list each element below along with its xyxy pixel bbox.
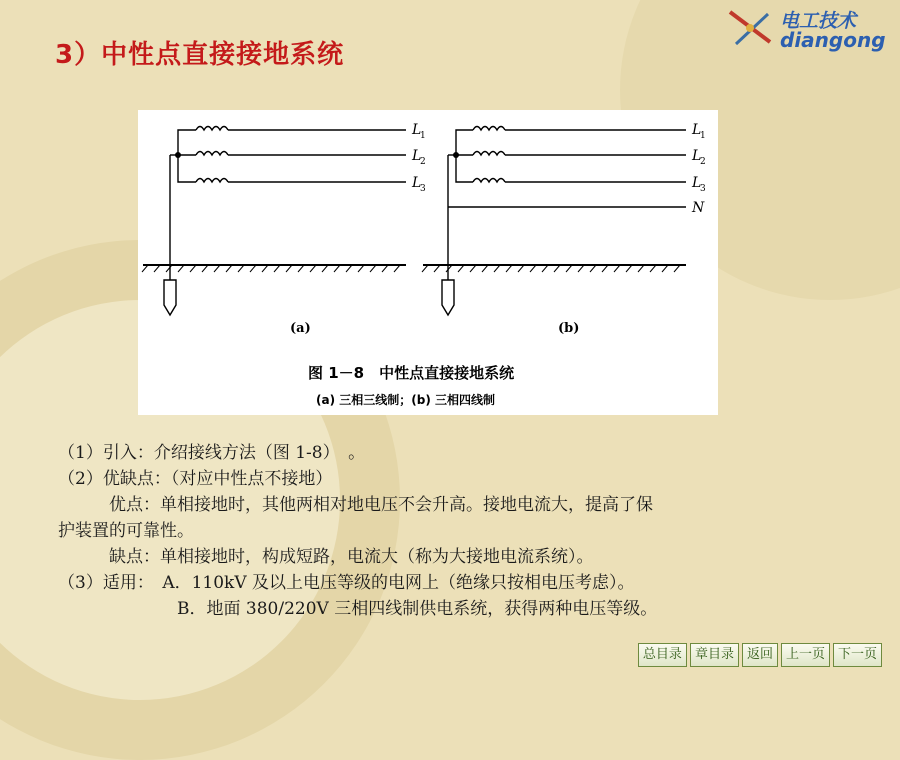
text-line-pros-cont: 护装置的可靠性。	[58, 521, 194, 541]
prev-page-button[interactable]: 上一页	[781, 643, 830, 667]
label-l3-a: L	[412, 175, 422, 191]
label-l1-a: L	[412, 122, 422, 138]
logo-text-cn: 电工技术	[780, 10, 857, 32]
figure-label-b: (b)	[558, 321, 580, 336]
circuit-figure	[138, 110, 718, 415]
label-l2-a: L	[412, 148, 422, 164]
svg-text:1: 1	[420, 131, 426, 141]
label-l3-b: L	[692, 175, 702, 191]
back-button[interactable]: 返回	[742, 643, 778, 667]
ground-hatch-a	[142, 265, 400, 272]
figure-subcaption: (a) 三相三线制；(b) 三相四线制	[316, 393, 495, 407]
label-l1-b: L	[692, 122, 702, 138]
text-line-apply-a: （3）适用： A．110kV 及以上电压等级的电网上（绝缘只按相电压考虑）。	[58, 573, 635, 593]
body-text	[58, 440, 858, 622]
text-line-pros: 优点：单相接地时，其他两相对地电压不会升高。接地电流大，提高了保	[58, 495, 653, 515]
label-n-b: N	[692, 200, 705, 216]
text-line-pros-cons: （2）优缺点：（对应中性点不接地）	[58, 469, 333, 489]
text-line-apply-b: B．地面 380/220V 三相四线制供电系统，获得两种电压等级。	[58, 599, 658, 619]
diagram-b	[423, 127, 686, 316]
navigation-bar	[638, 643, 882, 667]
logo	[722, 4, 892, 52]
svg-text:2: 2	[700, 157, 706, 167]
text-line-intro: （1）引入：介绍接线方法（图 1-8） 。	[58, 443, 366, 463]
next-page-button[interactable]: 下一页	[833, 643, 882, 667]
svg-text:3: 3	[420, 184, 426, 194]
figure-caption: 图 1－8 中性点直接接地系统	[308, 364, 515, 382]
circuit-diagram	[138, 110, 718, 415]
tools-icon	[722, 4, 782, 52]
logo-text-en: diangong	[780, 28, 886, 52]
slide-title: 3）中性点直接接地系统	[55, 40, 345, 70]
text-line-cons: 缺点：单相接地时，构成短路，电流大（称为大接地电流系统）。	[58, 547, 594, 567]
diagram-a	[143, 127, 406, 316]
figure-label-a: (a)	[290, 321, 311, 336]
main-toc-button[interactable]: 总目录	[638, 643, 687, 667]
svg-text:2: 2	[420, 157, 426, 167]
ground-hatch-b	[422, 265, 680, 272]
svg-text:3: 3	[700, 184, 706, 194]
svg-text:1: 1	[700, 131, 706, 141]
label-l2-b: L	[692, 148, 702, 164]
chapter-toc-button[interactable]: 章目录	[690, 643, 739, 667]
